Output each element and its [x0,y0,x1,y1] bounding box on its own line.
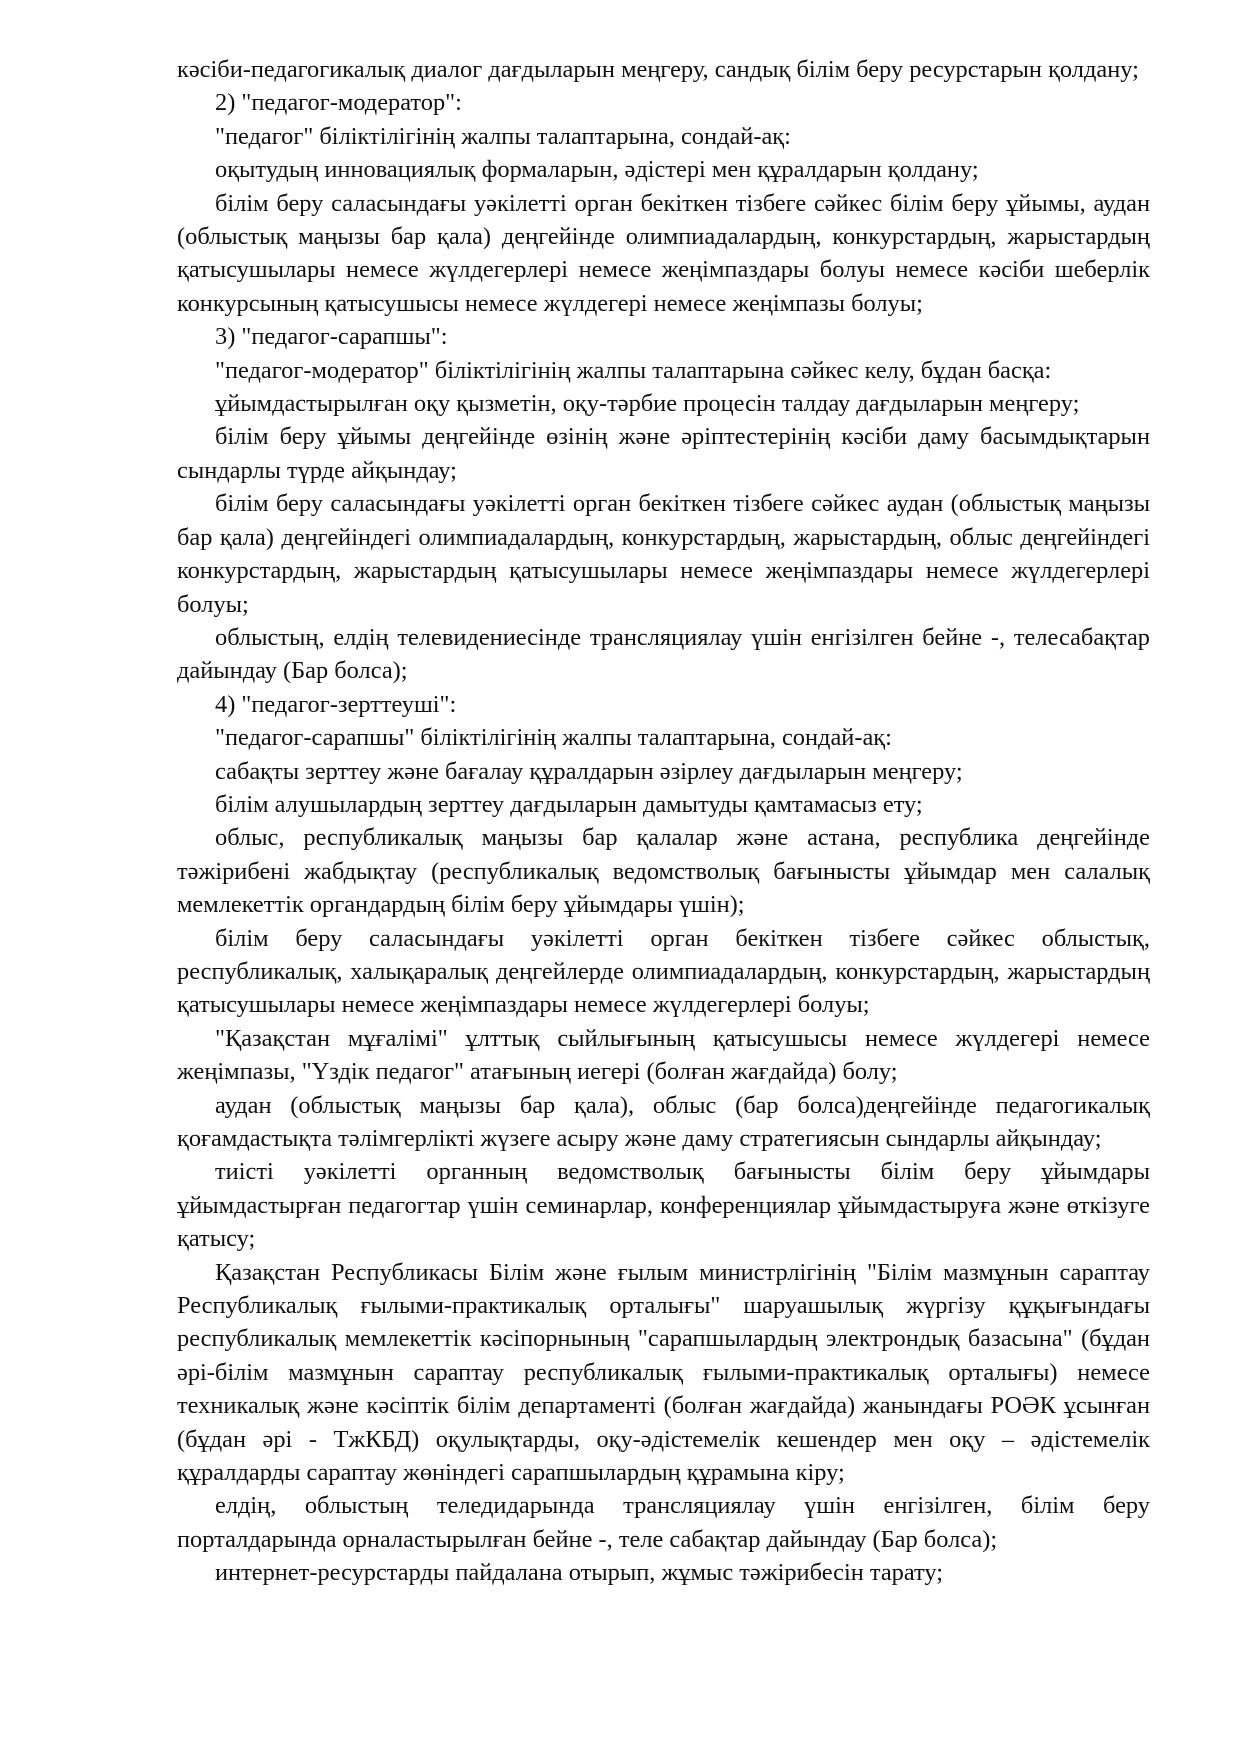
paragraph-14: сабақты зерттеу және бағалау құралдарын әзірлеу дағдыларын меңгеру; [215,757,963,785]
paragraph-15: білім алушылардың зерттеу дағдыларын дамытуды қамтамасыз ету; [215,790,923,818]
paragraph-5: білім беру саласындағы уәкілетті орган бекіткен тізбеге сәйкес білім беру ұйымы, аудан (облыстық маңызы бар қала) деңгейінде олимпиадалардың, конкурстардың, жарыстардың қатысушылары немесе жүлдегерлері немесе жеңімпаздары болуы немесе кәсіби шеберлік конкурсының қатысушысы немесе жүлдегері немесе жеңімпазы болуы; [177,189,1150,317]
paragraph-3: "педагог" біліктілігінің жалпы талаптарына, сондай-ақ: [215,122,791,150]
paragraph-4: оқытудың инновациялық формаларын, әдістері мен құралдарын қолдану; [215,156,979,184]
paragraph-11: облыстың, елдің телевидениесінде трансляциялау үшін енгізілген бейне -, телесабақтар дайындау (Бар болса); [177,623,1150,685]
paragraph-6: 3) "педагог-сарапшы": [215,323,448,351]
paragraph-8: ұйымдастырылған оқу қызметін, оқу-тәрбие процесін талдау дағдыларын меңгеру; [215,390,1080,418]
paragraph-19: аудан (облыстық маңызы бар қала), облыс (бар болса)деңгейінде педагогикалық қоғамдастықта тәлімгерлікті жүзеге асыру және даму стратегиясын сындарлы айқындау; [177,1091,1150,1152]
paragraph-22: елдің, облыстың теледидарында трансляциялау үшін енгізілген, білім беру порталдарында орналастырылған бейне -, теле сабақтар дайындау (Бар болса); [177,1492,1150,1553]
paragraph-10: білім беру саласындағы уәкілетті орган бекіткен тізбеге сәйкес аудан (облыстық маңызы бар қала) деңгейіндегі олимпиадалардың, конкурстардың, жарыстардың, облыс деңгейіндегі конкурстардың, жарыстардың қатысушылары немесе жеңімпаздары немесе жүлдегерлері болуы; [177,490,1150,618]
paragraph-16: облыс, республикалық маңызы бар қалалар және астана, республика деңгейінде тәжірибені жабдықтау (республикалық ведомстволық бағынысты ұйымдар мен салалық мемлекеттік органдардың білім беру ұйымдары үшін); [177,824,1150,919]
paragraph-18: "Қазақстан мұғалімі" ұлттық сыйлығының қатысушысы немесе жүлдегері немесе жеңімпазы, "Үздік педагог" атағының иегері (болған жағдайда) болу; [177,1024,1150,1086]
document-page [177,53,1150,1590]
paragraph-9: білім беру ұйымы деңгейінде өзінің және әріптестерінің кәсіби даму басымдықтарын сындарлы түрде айқындау; [177,423,1150,484]
paragraph-17: білім беру саласындағы уәкілетті орган бекіткен тізбеге сәйкес облыстық, республикалық, халықаралық деңгейлерде олимпиадалардың, конкурстардың, жарыстардың қатысушылары немесе жеңімпаздары немесе жүлдегерлері болуы; [177,924,1150,1019]
paragraph-7: "педагог-модератор" біліктілігінің жалпы талаптарына сәйкес келу, бұдан басқа: [215,356,1052,384]
paragraph-21: Қазақстан Республикасы Білім және ғылым министрлігінің "Білім мазмұнын сараптау Республикалық ғылыми-практикалық орталығы" шаруашылық жүргізу құқығындағы республикалық мемлекеттік кәсіпорнының "сарапшылардың электрондық базасына" (бұдан әрі-білім мазмұнын сараптау республикалық ғылыми-практикалық орталығы) немесе техникалық және кәсіптік білім департаменті (болған жағдайда) жанындағы РОӘК ұсынған (бұдан әрі - ТжКБД) оқулықтарды, оқу-әдістемелік кешендер мен оқу – әдістемелік құралдарды сараптау жөніндегі сарапшылардың құрамына кіру; [177,1258,1150,1487]
paragraph-20: тиісті уәкілетті органның ведомстволық бағынысты білім беру ұйымдары ұйымдастырған педагогтар үшін семинарлар, конференциялар ұйымдастыруға және өткізуге қатысу; [177,1158,1150,1253]
paragraph-13: "педагог-сарапшы" біліктілігінің жалпы талаптарына, сондай-ақ: [215,724,892,752]
paragraph-23: интернет-ресурстарды пайдалана отырып, жұмыс тәжірибесін тарату; [215,1559,944,1587]
paragraph-2: 2) "педагог-модератор": [215,89,462,117]
paragraph-12: 4) "педагог-зерттеуші": [215,690,457,718]
paragraph-1: кәсіби-педагогикалық диалог дағдыларын меңгеру, сандық білім беру ресурстарын қолдану; [177,56,1139,83]
